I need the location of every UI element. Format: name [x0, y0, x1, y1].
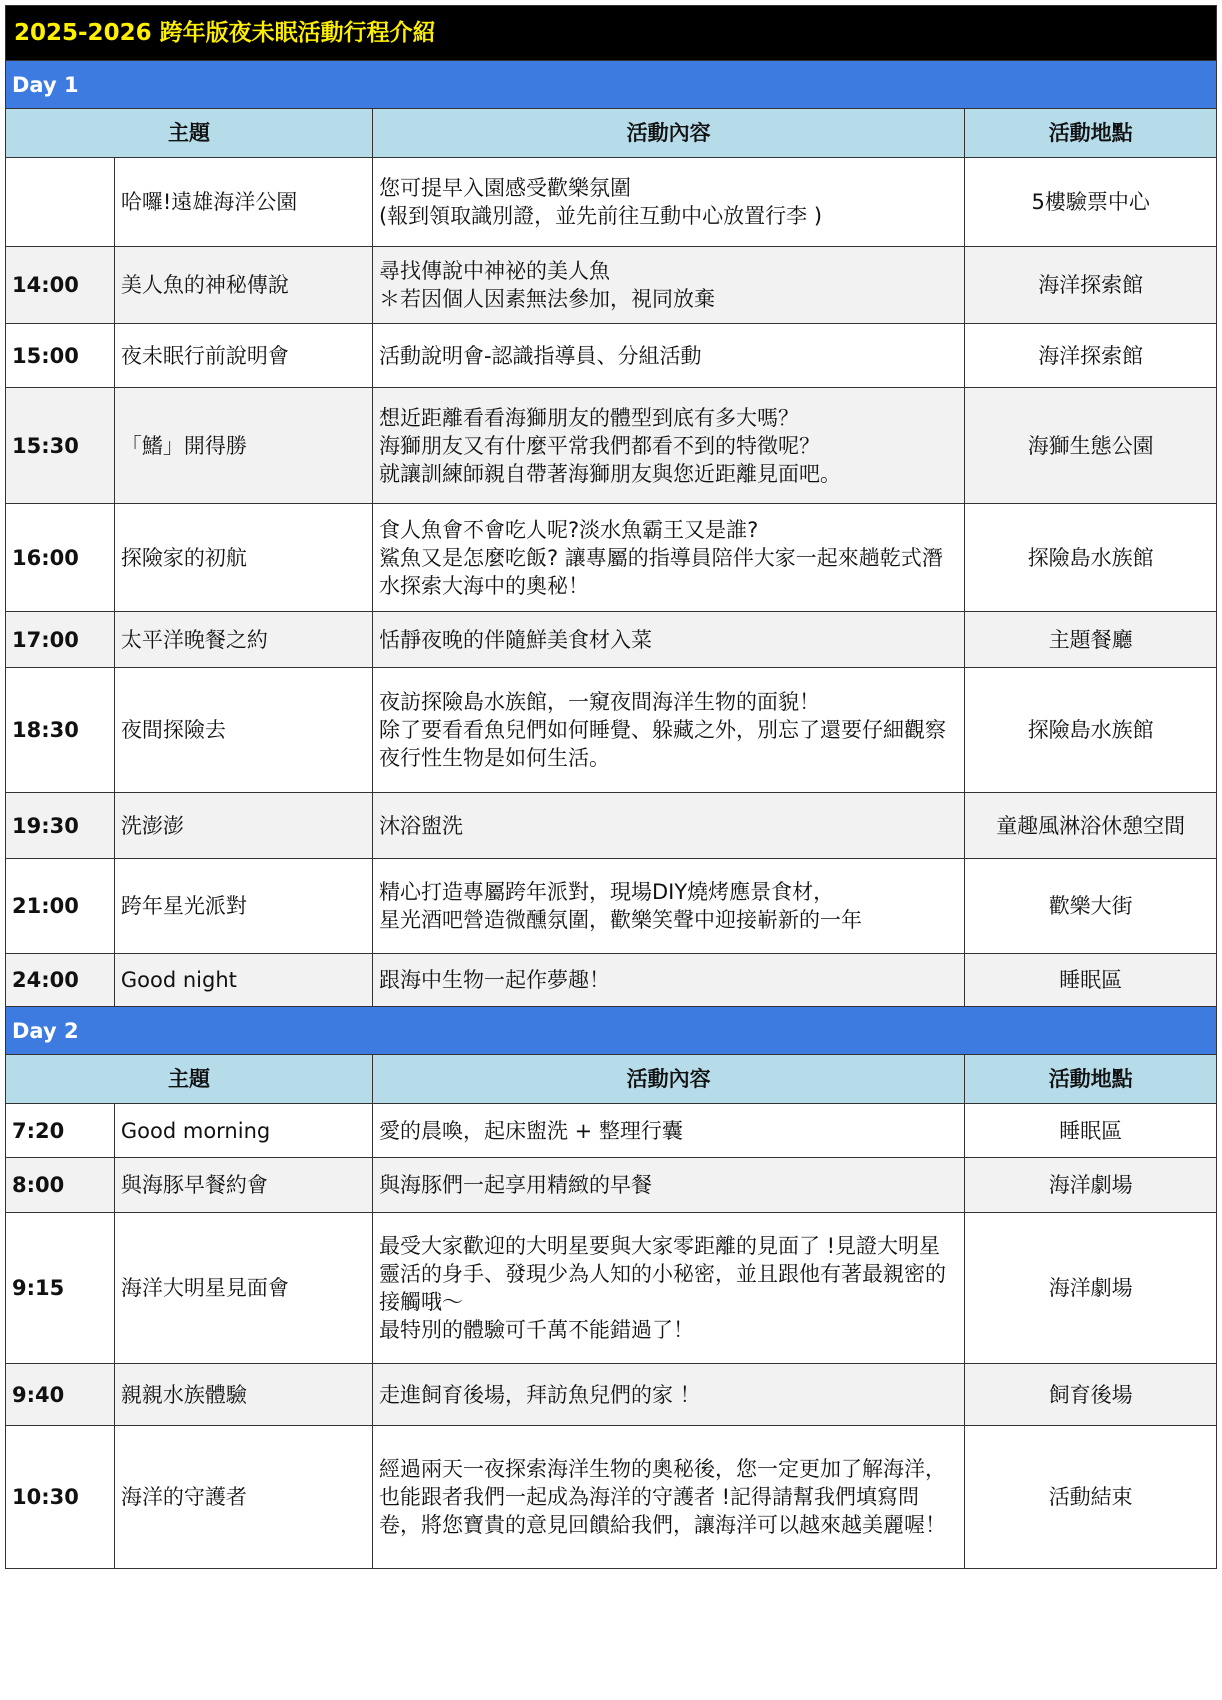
location-cell: 海洋劇場 — [965, 1158, 1217, 1213]
time-cell: 24:00 — [6, 954, 115, 1007]
location-cell: 童趣風淋浴休憩空間 — [965, 793, 1217, 859]
page-title: 2025-2026 跨年版夜未眠活動行程介紹 — [6, 6, 1217, 61]
location-cell: 5樓驗票中心 — [965, 158, 1217, 247]
theme-cell: 夜未眠行前說明會 — [114, 324, 372, 388]
content-cell: 您可提早入園感受歡樂氛圍 (報到領取識別證，並先前往互動中心放置行李 ) — [372, 158, 964, 247]
time-cell: 7:20 — [6, 1104, 115, 1158]
schedule-row — [6, 954, 1217, 1007]
content-cell: 經過兩天一夜探索海洋生物的奧秘後，您一定更加了解海洋，也能跟者我們一起成為海洋的守護者 !記得請幫我們填寫問卷，將您寶貴的意見回饋給我們，讓海洋可以越來越美麗喔！ — [372, 1426, 964, 1569]
time-cell: 9:15 — [6, 1213, 115, 1364]
location-cell: 探險島水族館 — [965, 504, 1217, 612]
time-cell: 14:00 — [6, 247, 115, 324]
theme-cell: 探險家的初航 — [114, 504, 372, 612]
header-location: 活動地點 — [965, 1055, 1217, 1104]
content-cell: 尋找傳說中神祕的美人魚 ＊若因個人因素無法參加，視同放棄 — [372, 247, 964, 324]
location-cell: 海洋探索館 — [965, 324, 1217, 388]
schedule-row — [6, 247, 1217, 324]
content-cell: 沐浴盥洗 — [372, 793, 964, 859]
schedule-row — [6, 504, 1217, 612]
day-label: Day 1 — [6, 61, 1217, 109]
theme-cell: 親親水族體驗 — [114, 1364, 372, 1426]
content-cell: 跟海中生物一起作夢趣！ — [372, 954, 964, 1007]
day-row — [6, 61, 1217, 109]
schedule-table — [5, 5, 1217, 1569]
theme-cell: Good night — [114, 954, 372, 1007]
schedule-row — [6, 1364, 1217, 1426]
schedule-row — [6, 158, 1217, 247]
theme-cell: 洗澎澎 — [114, 793, 372, 859]
time-cell: 19:30 — [6, 793, 115, 859]
time-cell: 8:00 — [6, 1158, 115, 1213]
location-cell: 海獅生態公園 — [965, 388, 1217, 504]
content-cell: 與海豚們一起享用精緻的早餐 — [372, 1158, 964, 1213]
theme-cell: 太平洋晚餐之約 — [114, 612, 372, 668]
day-row — [6, 1007, 1217, 1055]
theme-cell: 美人魚的神秘傳說 — [114, 247, 372, 324]
schedule-row — [6, 859, 1217, 954]
content-cell: 食人魚會不會吃人呢?淡水魚霸王又是誰? 鯊魚又是怎麼吃飯? 讓專屬的指導員陪伴大家一起來趟乾式潛水探索大海中的奧秘！ — [372, 504, 964, 612]
location-cell: 睡眠區 — [965, 1104, 1217, 1158]
content-cell: 活動說明會-認識指導員、分組活動 — [372, 324, 964, 388]
schedule-row — [6, 612, 1217, 668]
location-cell: 主題餐廳 — [965, 612, 1217, 668]
location-cell: 睡眠區 — [965, 954, 1217, 1007]
header-row — [6, 109, 1217, 158]
content-cell: 恬靜夜晚的伴隨鮮美食材入菜 — [372, 612, 964, 668]
location-cell: 海洋探索館 — [965, 247, 1217, 324]
time-cell — [6, 158, 115, 247]
time-cell: 10:30 — [6, 1426, 115, 1569]
theme-cell: 海洋的守護者 — [114, 1426, 372, 1569]
day-label: Day 2 — [6, 1007, 1217, 1055]
theme-cell: 跨年星光派對 — [114, 859, 372, 954]
time-cell: 18:30 — [6, 668, 115, 793]
theme-cell: Good morning — [114, 1104, 372, 1158]
header-content: 活動內容 — [372, 1055, 964, 1104]
schedule-row — [6, 388, 1217, 504]
schedule-body — [6, 6, 1217, 1569]
location-cell: 活動結束 — [965, 1426, 1217, 1569]
schedule-row — [6, 793, 1217, 859]
location-cell: 探險島水族館 — [965, 668, 1217, 793]
header-row — [6, 1055, 1217, 1104]
time-cell: 16:00 — [6, 504, 115, 612]
location-cell: 海洋劇場 — [965, 1213, 1217, 1364]
schedule-row — [6, 1426, 1217, 1569]
header-theme: 主題 — [6, 109, 373, 158]
content-cell: 走進飼育後場，拜訪魚兒們的家 ！ — [372, 1364, 964, 1426]
time-cell: 15:00 — [6, 324, 115, 388]
theme-cell: 與海豚早餐約會 — [114, 1158, 372, 1213]
theme-cell: 海洋大明星見面會 — [114, 1213, 372, 1364]
content-cell: 想近距離看看海獅朋友的體型到底有多大嗎？ 海獅朋友又有什麼平常我們都看不到的特徵呢？ 就讓訓練師親自帶著海獅朋友與您近距離見面吧。 — [372, 388, 964, 504]
schedule-row — [6, 1104, 1217, 1158]
schedule-row — [6, 668, 1217, 793]
schedule-sheet — [5, 5, 1217, 1569]
content-cell: 最受大家歡迎的大明星要與大家零距離的見面了 !見證大明星靈活的身手、發現少為人知的小秘密，並且跟他有著最親密的接觸哦～ 最特別的體驗可千萬不能錯過了！ — [372, 1213, 964, 1364]
location-cell: 飼育後場 — [965, 1364, 1217, 1426]
location-cell: 歡樂大街 — [965, 859, 1217, 954]
header-content: 活動內容 — [372, 109, 964, 158]
content-cell: 夜訪探險島水族館，一窺夜間海洋生物的面貌！ 除了要看看魚兒們如何睡覺、躲藏之外，別忘了還要仔細觀察夜行性生物是如何生活。 — [372, 668, 964, 793]
time-cell: 17:00 — [6, 612, 115, 668]
title-row — [6, 6, 1217, 61]
schedule-row — [6, 1158, 1217, 1213]
theme-cell: 「鰭」開得勝 — [114, 388, 372, 504]
header-theme: 主題 — [6, 1055, 373, 1104]
content-cell: 精心打造專屬跨年派對，現場DIY燒烤應景食材， 星光酒吧營造微醺氛圍，歡樂笑聲中迎接嶄新的一年 — [372, 859, 964, 954]
content-cell: 愛的晨喚，起床盥洗 + 整理行囊 — [372, 1104, 964, 1158]
time-cell: 9:40 — [6, 1364, 115, 1426]
header-location: 活動地點 — [965, 109, 1217, 158]
theme-cell: 夜間探險去 — [114, 668, 372, 793]
schedule-row — [6, 324, 1217, 388]
schedule-row — [6, 1213, 1217, 1364]
theme-cell: 哈囉!遠雄海洋公園 — [114, 158, 372, 247]
time-cell: 15:30 — [6, 388, 115, 504]
time-cell: 21:00 — [6, 859, 115, 954]
